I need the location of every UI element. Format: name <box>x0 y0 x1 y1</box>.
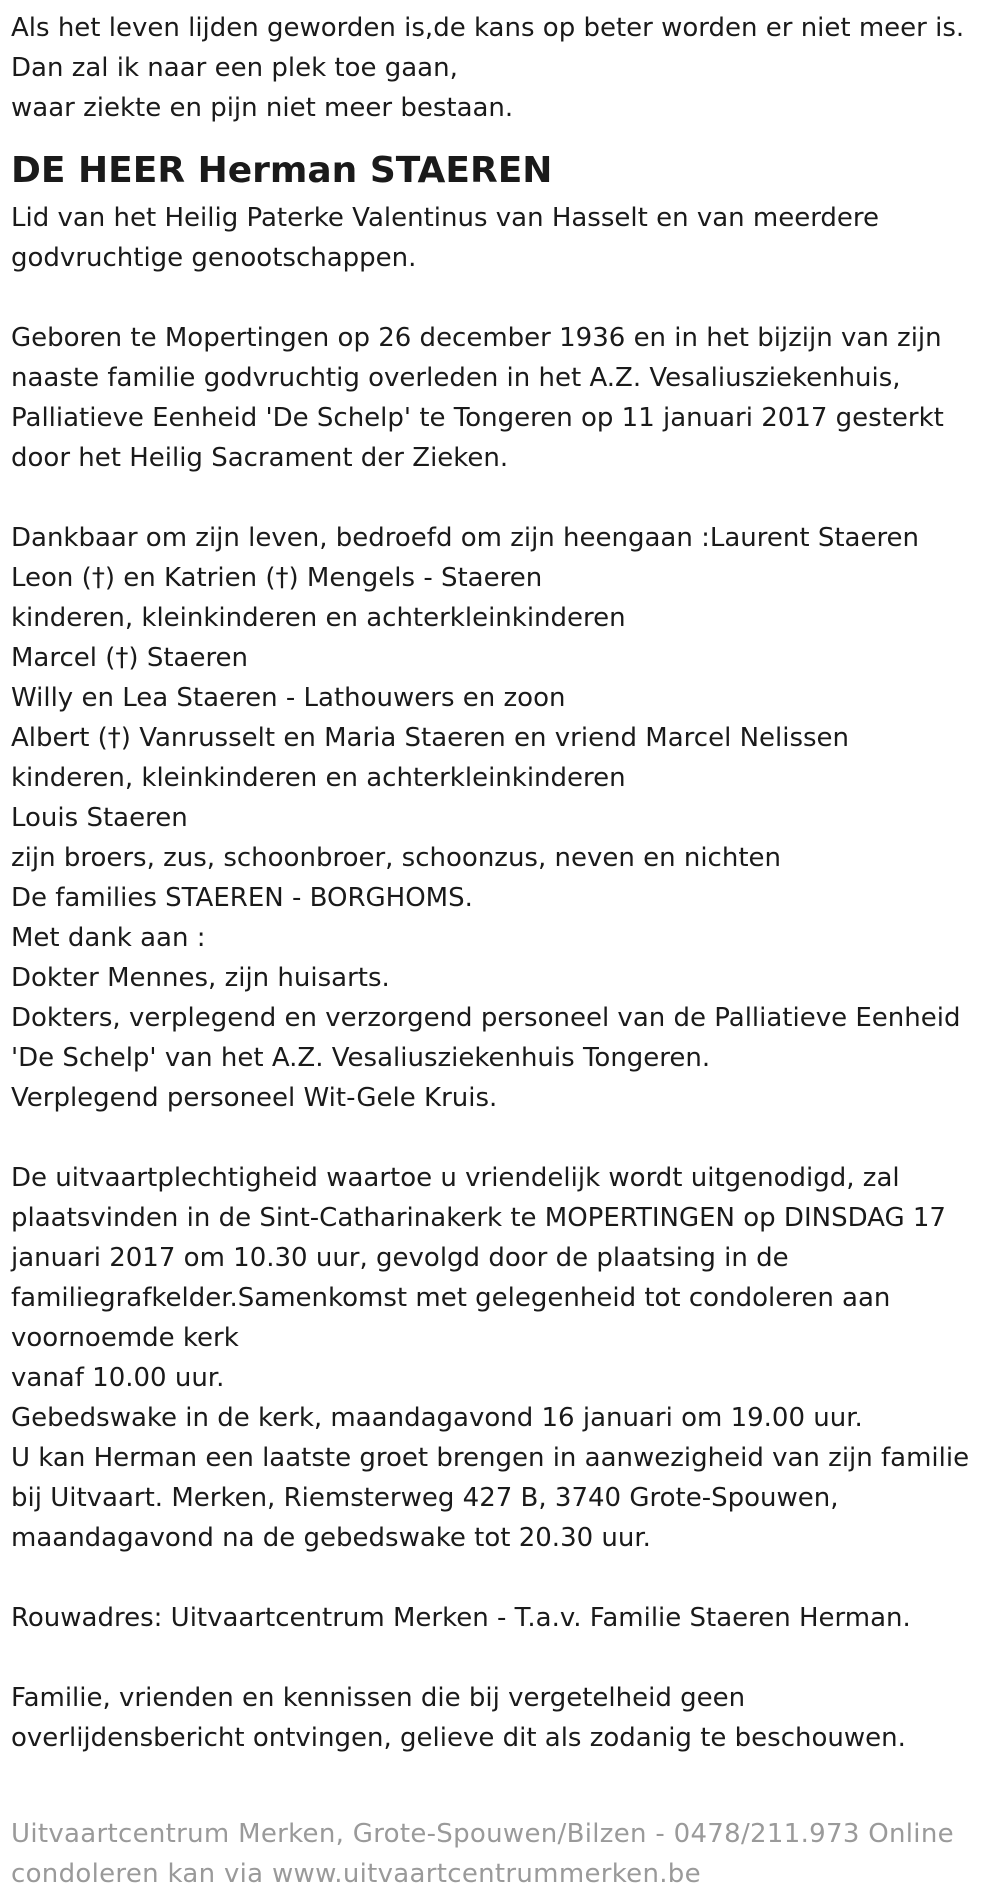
birth-death-line: naaste familie godvruchtig overleden in het A.Z. Vesaliusziekenhuis, <box>11 363 901 393</box>
funeral-line: Gebedswake in de kerk, maandagavond 16 januari om 19.00 uur. <box>11 1403 863 1433</box>
poem-line: Als het leven lijden geworden is,de kans op beter worden er niet meer is. <box>11 13 965 43</box>
funeral-line: januari 2017 om 10.30 uur, gevolgd door de plaatsing in de <box>11 1243 789 1273</box>
obituary-document <box>11 8 996 1758</box>
funeral-section <box>11 1158 996 1558</box>
membership-line: Lid van het Heilig Paterke Valentinus van Hasselt en van meerdere <box>11 203 880 233</box>
funeral-line: U kan Herman een laatste groet brengen in aanwezigheid van zijn familie <box>11 1443 970 1473</box>
family-line: kinderen, kleinkinderen en achterkleinkinderen <box>11 603 626 633</box>
membership-section <box>11 198 996 278</box>
footer-line: condoleren kan via www.uitvaartcentrummerken.be <box>11 1859 701 1889</box>
closing-line: Familie, vrienden en kennissen die bij vergetelheid geen <box>11 1683 746 1713</box>
funeral-line: voornoemde kerk <box>11 1323 239 1353</box>
spacer <box>11 478 996 518</box>
family-line: De families STAEREN - BORGHOMS. <box>11 883 473 913</box>
spacer <box>11 1558 996 1598</box>
birth-death-line: Geboren te Mopertingen op 26 december 1936 en in het bijzijn van zijn <box>11 323 942 353</box>
mourning-address: Rouwadres: Uitvaartcentrum Merken - T.a.v. Familie Staeren Herman. <box>11 1603 911 1633</box>
deceased-name-title: DE HEER Herman STAEREN <box>11 150 553 191</box>
footer-line: Uitvaartcentrum Merken, Grote-Spouwen/Bilzen - 0478/211.973 Online <box>11 1819 954 1849</box>
birth-death-section <box>11 318 996 478</box>
closing-section <box>11 1678 996 1758</box>
funeral-line: plaatsvinden in de Sint-Catharinakerk te MOPERTINGEN op DINSDAG 17 <box>11 1203 946 1233</box>
spacer <box>11 1118 996 1158</box>
poem-line: waar ziekte en pijn niet meer bestaan. <box>11 93 514 123</box>
membership-line: godvruchtige genootschappen. <box>11 243 417 273</box>
family-line: zijn broers, zus, schoonbroer, schoonzus, neven en nichten <box>11 843 781 873</box>
family-line: Willy en Lea Staeren - Lathouwers en zoon <box>11 683 566 713</box>
family-line: Dankbaar om zijn leven, bedroefd om zijn heengaan :Laurent Staeren <box>11 523 920 553</box>
family-line: Marcel (†) Staeren <box>11 643 249 673</box>
poem-line: Dan zal ik naar een plek toe gaan, <box>11 53 458 83</box>
family-section <box>11 518 996 1118</box>
family-line: Louis Staeren <box>11 803 188 833</box>
family-line: Albert (†) Vanrusselt en Maria Staeren en vriend Marcel Nelissen <box>11 723 850 753</box>
birth-death-line: Palliatieve Eenheid 'De Schelp' te Tongeren op 11 januari 2017 gesterkt <box>11 403 944 433</box>
footer-source <box>11 1814 996 1894</box>
funeral-line: De uitvaartplechtigheid waartoe u vriendelijk wordt uitgenodigd, zal <box>11 1163 900 1193</box>
family-line: kinderen, kleinkinderen en achterkleinkinderen <box>11 763 626 793</box>
funeral-line: familiegrafkelder.Samenkomst met gelegenheid tot condoleren aan <box>11 1283 891 1313</box>
closing-line: overlijdensbericht ontvingen, gelieve dit als zodanig te beschouwen. <box>11 1723 906 1753</box>
birth-death-line: door het Heilig Sacrament der Zieken. <box>11 443 509 473</box>
thanks-line: Dokters, verplegend en verzorgend personeel van de Palliatieve Eenheid <box>11 1003 961 1033</box>
family-line: Leon (†) en Katrien (†) Mengels - Staeren <box>11 563 543 593</box>
funeral-line: vanaf 10.00 uur. <box>11 1363 225 1393</box>
thanks-line: Verplegend personeel Wit-Gele Kruis. <box>11 1083 498 1113</box>
thanks-line: Dokter Mennes, zijn huisarts. <box>11 963 390 993</box>
thanks-line: Met dank aan : <box>11 923 206 953</box>
thanks-line: 'De Schelp' van het A.Z. Vesaliusziekenhuis Tongeren. <box>11 1043 711 1073</box>
spacer <box>11 278 996 318</box>
poem-section <box>11 8 996 128</box>
spacer <box>11 1638 996 1678</box>
funeral-line: maandagavond na de gebedswake tot 20.30 uur. <box>11 1523 651 1553</box>
funeral-line: bij Uitvaart. Merken, Riemsterweg 427 B, 3740 Grote-Spouwen, <box>11 1483 839 1513</box>
